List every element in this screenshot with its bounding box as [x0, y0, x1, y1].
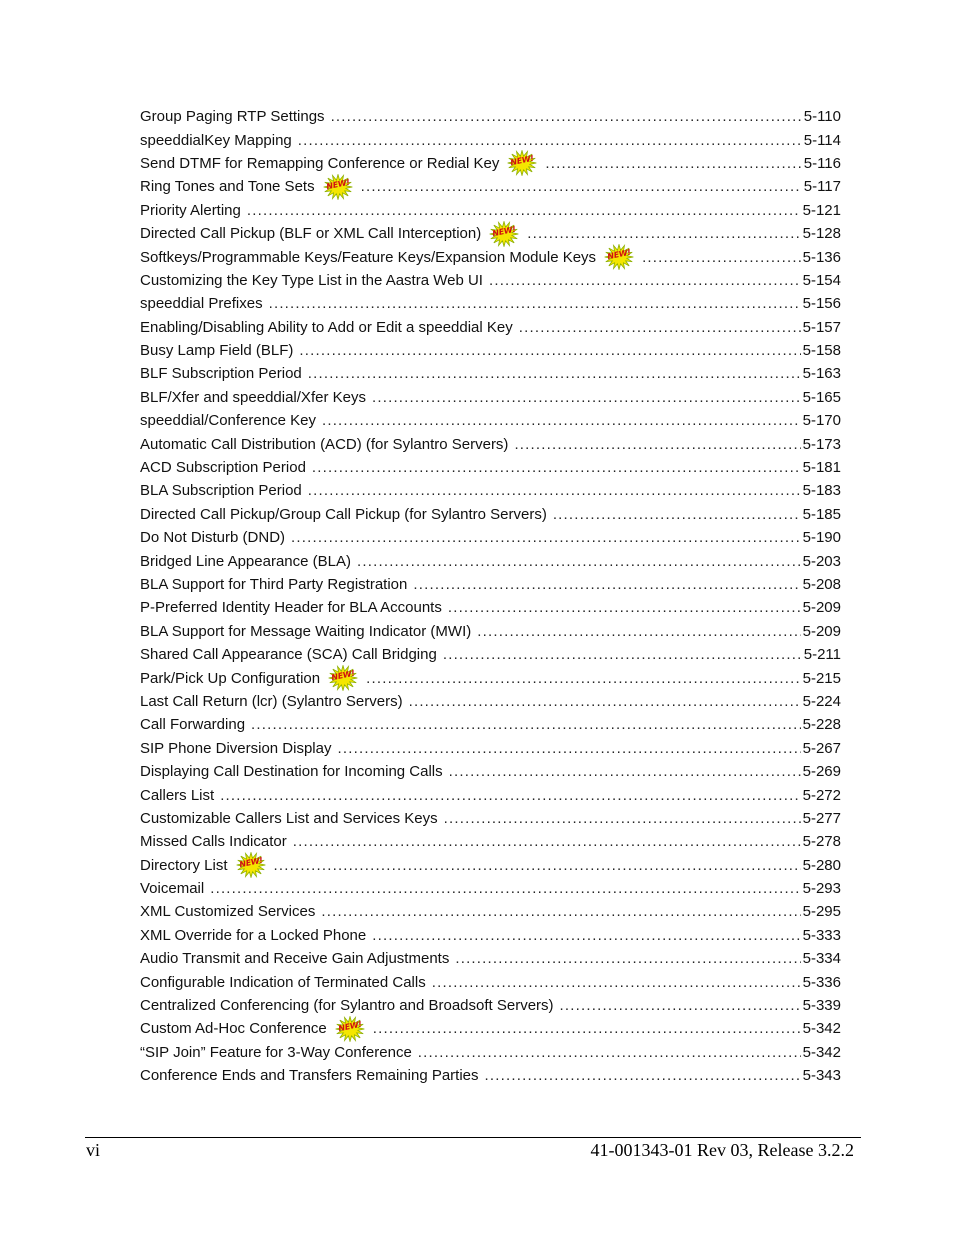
- dot-leader: [477, 623, 800, 640]
- toc-entry-title: Automatic Call Distribution (ACD) (for Sylantro Servers): [140, 435, 509, 453]
- toc-entry-page: 5-293: [802, 880, 841, 898]
- toc-entry-page: 5-295: [802, 903, 841, 921]
- dot-leader: [366, 670, 801, 687]
- new-badge-label: NEW!: [606, 247, 632, 262]
- toc-entry-page: 5-157: [802, 318, 841, 336]
- toc-entry-page: 5-209: [802, 622, 841, 640]
- dot-leader: [220, 787, 800, 804]
- dot-leader: [455, 950, 800, 967]
- toc-entry-page: 5-342: [802, 1043, 841, 1061]
- toc-entry[interactable]: [140, 573, 841, 596]
- dot-leader: [251, 716, 801, 733]
- dot-leader: [553, 506, 801, 523]
- new-badge-label: NEW!: [330, 668, 356, 683]
- toc-entry[interactable]: [140, 526, 841, 549]
- dot-leader: [293, 833, 801, 850]
- toc-entry-page: 5-228: [802, 716, 841, 734]
- toc-entry[interactable]: [140, 362, 841, 385]
- toc-entry[interactable]: [140, 596, 841, 619]
- toc-entry-page: 5-156: [802, 295, 841, 313]
- toc-entry-title: Audio Transmit and Receive Gain Adjustments: [140, 950, 450, 968]
- toc-entry[interactable]: [140, 1064, 841, 1087]
- toc-entry-title: Conference Ends and Transfers Remaining Parties: [140, 1067, 479, 1085]
- toc-entry-title: Do Not Disturb (DND): [140, 529, 286, 547]
- toc-entry[interactable]: [140, 970, 841, 993]
- new-badge-label: NEW!: [325, 177, 350, 192]
- new-starburst-icon: [604, 244, 634, 270]
- toc-entry[interactable]: [140, 292, 841, 315]
- toc-entry-page: 5-154: [802, 271, 841, 289]
- toc-entry-title: XML Customized Services: [140, 903, 316, 921]
- toc-entry[interactable]: [140, 830, 841, 853]
- toc-entry-page: 5-280: [802, 856, 841, 874]
- toc-entry-title: Priority Alerting: [140, 201, 241, 219]
- toc-entry-page: 5-278: [802, 833, 841, 851]
- toc-entry-page: 5-181: [802, 459, 841, 477]
- toc-entry[interactable]: [140, 854, 841, 877]
- toc-entry-page: 5-183: [802, 482, 841, 500]
- toc-entry[interactable]: [140, 713, 841, 736]
- toc-entry-title: BLA Support for Message Waiting Indicator (MWI): [140, 622, 472, 640]
- new-starburst-icon: [335, 1016, 365, 1042]
- dot-leader: [361, 178, 802, 195]
- toc-entry-title: Ring Tones and Tone Sets: [140, 178, 315, 196]
- toc-entry-title: speeddial/Conference Key: [140, 412, 316, 430]
- toc-entry-title: Directory List: [140, 856, 228, 874]
- toc-entry-page: 5-185: [802, 505, 841, 523]
- dot-leader: [247, 202, 801, 219]
- toc-entry-page: 5-116: [803, 154, 841, 172]
- toc-entry-title: Directed Call Pickup/Group Call Pickup (for Sylantro Servers): [140, 505, 547, 523]
- dot-leader: [418, 1044, 801, 1061]
- toc-entry-page: 5-117: [803, 178, 841, 196]
- dot-leader: [308, 365, 801, 382]
- toc-entry-page: 5-128: [802, 225, 841, 243]
- toc-entry-title: Shared Call Appearance (SCA) Call Bridging: [140, 646, 437, 664]
- dot-leader: [274, 857, 801, 874]
- toc-entry[interactable]: [140, 924, 841, 947]
- dot-leader: [372, 389, 801, 406]
- new-starburst-icon: [489, 221, 519, 247]
- toc-entry[interactable]: [140, 432, 841, 455]
- toc-entry-title: speeddial Prefixes: [140, 295, 263, 313]
- toc-entry-title: Call Forwarding: [140, 716, 246, 734]
- dot-leader: [299, 342, 800, 359]
- toc-entry[interactable]: [140, 152, 841, 175]
- toc-entry[interactable]: [140, 783, 841, 806]
- footer-divider: [85, 1137, 861, 1138]
- dot-leader: [443, 646, 802, 663]
- toc-entry[interactable]: [140, 456, 841, 479]
- toc-entry[interactable]: [140, 807, 841, 830]
- new-badge-label: NEW!: [238, 855, 263, 870]
- dot-leader: [322, 412, 801, 429]
- toc-entry[interactable]: [140, 1041, 841, 1064]
- toc-entry[interactable]: [140, 386, 841, 409]
- toc-entry-title: Customizing the Key Type List in the Aastra Web UI: [140, 271, 483, 289]
- toc-entry-page: 5-163: [802, 365, 841, 383]
- toc-entry[interactable]: [140, 690, 841, 713]
- toc-entry-page: 5-158: [802, 342, 841, 360]
- toc-entry-page: 5-272: [802, 786, 841, 804]
- new-starburst-icon: [328, 665, 358, 691]
- toc-entry-title: Send DTMF for Remapping Conference or Redial Key: [140, 154, 500, 172]
- dot-leader: [357, 553, 801, 570]
- toc-entry-page: 5-343: [802, 1067, 841, 1085]
- dot-leader: [321, 903, 800, 920]
- toc-entry-title: BLF Subscription Period: [140, 365, 302, 383]
- toc-entry-title: Callers List: [140, 786, 215, 804]
- toc-entry[interactable]: [140, 105, 841, 128]
- dot-leader: [269, 295, 801, 312]
- toc-entry-page: 5-208: [802, 576, 841, 593]
- toc-entry[interactable]: [140, 549, 841, 572]
- dot-leader: [308, 482, 801, 499]
- toc-entry-page: 5-334: [802, 950, 841, 968]
- dot-leader: [210, 880, 800, 897]
- toc-entry-title: Displaying Call Destination for Incoming Calls: [140, 763, 443, 781]
- dot-leader: [514, 436, 800, 453]
- toc-entry-title: Bridged Line Appearance (BLA): [140, 552, 351, 570]
- toc-entry[interactable]: [140, 900, 841, 923]
- toc-entry-title: Centralized Conferencing (for Sylantro and Broadsoft Servers): [140, 997, 554, 1015]
- toc-entry-page: 5-190: [802, 529, 841, 547]
- new-starburst-icon: [236, 852, 266, 878]
- toc-entry-title: Configurable Indication of Terminated Calls: [140, 973, 426, 991]
- toc-entry-title: Custom Ad-Hoc Conference: [140, 1020, 327, 1038]
- dot-leader: [331, 108, 802, 125]
- dot-leader: [560, 997, 801, 1014]
- toc-entry-title: BLA Subscription Period: [140, 482, 302, 500]
- toc-entry[interactable]: [140, 175, 841, 198]
- toc-entry[interactable]: [140, 245, 841, 268]
- toc-entry-page: 5-336: [802, 973, 841, 991]
- toc-entry-page: 5-277: [802, 809, 841, 827]
- footer-document-id: 41-001343-01 Rev 03, Release 3.2.2: [590, 1140, 854, 1160]
- toc-entry-page: 5-209: [802, 599, 841, 617]
- toc-entry-page: 5-339: [802, 997, 841, 1015]
- toc-entry[interactable]: [140, 339, 841, 362]
- toc-entry-title: Last Call Return (lcr) (Sylantro Servers): [140, 692, 403, 710]
- dot-leader: [298, 132, 802, 149]
- toc-entry[interactable]: [140, 877, 841, 900]
- toc-entry-page: 5-114: [803, 131, 841, 149]
- toc-entry[interactable]: [140, 643, 841, 666]
- dot-leader: [444, 810, 801, 827]
- toc-entry-title: XML Override for a Locked Phone: [140, 926, 367, 944]
- toc-entry[interactable]: [140, 503, 841, 526]
- toc-entry-title: speeddialKey Mapping: [140, 131, 292, 149]
- toc-entry-title: P-Preferred Identity Header for BLA Accounts: [140, 599, 442, 617]
- toc-entry-page: 5-224: [802, 692, 841, 710]
- toc-entry[interactable]: [140, 737, 841, 760]
- dot-leader: [373, 1020, 801, 1037]
- toc-entry-title: Missed Calls Indicator: [140, 833, 287, 851]
- toc-entry-page: 5-342: [802, 1020, 841, 1038]
- toc-entry[interactable]: [140, 128, 841, 151]
- dot-leader: [642, 249, 801, 266]
- dot-leader: [545, 155, 801, 172]
- toc-entry-page: 5-211: [803, 646, 841, 664]
- toc-entry-title: Softkeys/Programmable Keys/Feature Keys/Expansion Module Keys: [140, 248, 597, 266]
- dot-leader: [312, 459, 801, 476]
- toc-entry-page: 5-110: [803, 108, 841, 126]
- toc-entry-title: BLA Support for Third Party Registration: [140, 576, 408, 593]
- toc-entry-title: Directed Call Pickup (BLF or XML Call Interception): [140, 225, 482, 243]
- toc-entry-title: Park/Pick Up Configuration: [140, 669, 321, 687]
- toc-entry-title: BLF/Xfer and speeddial/Xfer Keys: [140, 388, 366, 406]
- dot-leader: [372, 927, 800, 944]
- toc-entry[interactable]: [140, 1017, 841, 1040]
- new-badge-label: NEW!: [337, 1019, 363, 1034]
- toc-entry[interactable]: [140, 620, 841, 643]
- dot-leader: [489, 272, 801, 289]
- toc-entry[interactable]: [140, 994, 841, 1017]
- dot-leader: [432, 974, 801, 991]
- toc-entry[interactable]: [140, 199, 841, 222]
- toc-entry-page: 5-165: [802, 388, 841, 406]
- dot-leader: [291, 529, 801, 546]
- toc-entry[interactable]: [140, 316, 841, 339]
- toc-entry-title: SIP Phone Diversion Display: [140, 739, 332, 757]
- toc-entry-page: 5-269: [802, 763, 841, 781]
- toc-entry[interactable]: [140, 479, 841, 502]
- toc-entry-page: 5-121: [802, 201, 841, 219]
- dot-leader: [485, 1067, 801, 1084]
- footer-page-number: vi: [86, 1140, 101, 1160]
- new-badge-label: NEW!: [509, 154, 535, 168]
- toc-entry[interactable]: [140, 947, 841, 970]
- new-badge-label: NEW!: [491, 224, 517, 238]
- toc-entry[interactable]: [140, 222, 841, 245]
- toc-entry[interactable]: [140, 760, 841, 783]
- dot-leader: [527, 225, 800, 242]
- dot-leader: [449, 763, 801, 780]
- toc-entry-page: 5-136: [802, 248, 841, 266]
- toc-entry-page: 5-173: [802, 435, 841, 453]
- toc-entry[interactable]: [140, 269, 841, 292]
- new-starburst-icon: [507, 150, 537, 176]
- new-starburst-icon: [323, 174, 353, 200]
- dot-leader: [413, 576, 800, 593]
- dot-leader: [448, 599, 801, 616]
- toc-entry-title: ACD Subscription Period: [140, 459, 306, 477]
- toc-entry-page: 5-333: [802, 926, 841, 944]
- table-of-contents: [140, 105, 841, 1087]
- toc-entry-title: Enabling/Disabling Ability to Add or Edit a speeddial Key: [140, 318, 513, 336]
- toc-entry[interactable]: [140, 409, 841, 432]
- toc-entry-page: 5-215: [802, 669, 841, 687]
- toc-entry[interactable]: [140, 666, 841, 689]
- toc-entry-title: Busy Lamp Field (BLF): [140, 342, 294, 360]
- dot-leader: [519, 319, 801, 336]
- toc-entry-page: 5-170: [802, 412, 841, 430]
- toc-entry-title: Voicemail: [140, 880, 205, 898]
- toc-entry-title: “SIP Join” Feature for 3-Way Conference: [140, 1043, 412, 1061]
- dot-leader: [409, 693, 801, 710]
- toc-entry-title: Group Paging RTP Settings: [140, 108, 325, 126]
- toc-entry-page: 5-267: [802, 739, 841, 757]
- toc-entry-title: Customizable Callers List and Services Keys: [140, 809, 438, 827]
- toc-entry-page: 5-203: [802, 552, 841, 570]
- dot-leader: [337, 740, 800, 757]
